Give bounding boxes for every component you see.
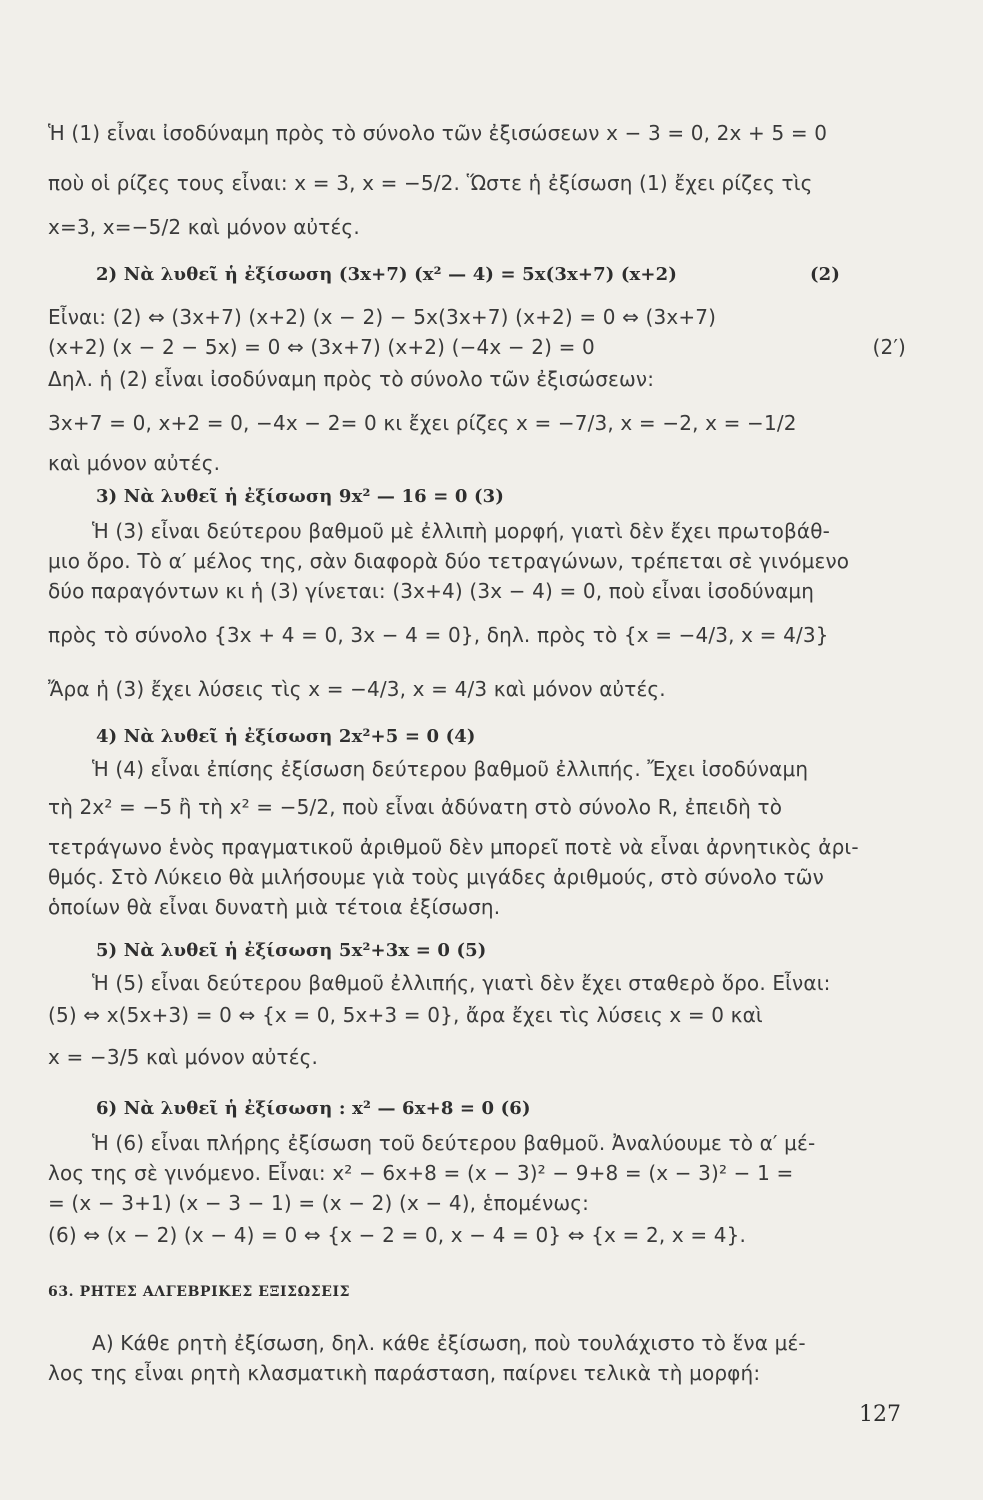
- text-line: [48, 366, 906, 392]
- text-line: [48, 1360, 906, 1386]
- text-line: [48, 1190, 906, 1216]
- line-text: Ἄρα ἡ (3) ἔχει λύσεις τὶς x = −4/3, x = 4/3 καὶ μόνον αὐτές.: [48, 677, 666, 701]
- problem-heading: [96, 724, 840, 750]
- line-text: καὶ μόνον αὐτές.: [48, 451, 221, 475]
- text-line: [48, 756, 906, 782]
- line-text: 6) Νὰ λυθεῖ ἡ ἐξίσωση : x² — 6x+8 = 0 (6): [96, 1098, 531, 1119]
- page-number: 127: [859, 1402, 901, 1427]
- line-text: Εἶναι: (2) ⇔ (3x+7) (x+2) (x − 2) − 5x(3x+7) (x+2) = 0 ⇔ (3x+7): [48, 305, 717, 329]
- line-text: δύο παραγόντων κι ἡ (3) γίνεται: (3x+4) (3x − 4) = 0, ποὺ εἶναι ἰσοδύναμη: [48, 579, 815, 603]
- text-line: [48, 334, 906, 360]
- text-line: [48, 864, 906, 890]
- text-line: [48, 1330, 906, 1356]
- line-text: 2) Νὰ λυθεῖ ἡ ἐξίσωση (3x+7) (x² — 4) = 5x(3x+7) (x+2): [96, 264, 677, 285]
- line-text: (5) ⇔ x(5x+3) = 0 ⇔ {x = 0, 5x+3 = 0}, ἄρα ἔχει τὶς λύσεις x = 0 καὶ: [48, 1003, 763, 1027]
- line-text: x = −3/5 καὶ μόνον αὐτές.: [48, 1045, 319, 1069]
- text-line: [48, 170, 906, 196]
- text-line: [48, 676, 906, 702]
- text-line: [48, 548, 906, 574]
- line-text: (x+2) (x − 2 − 5x) = 0 ⇔ (3x+7) (x+2) (−4x − 2) = 0: [48, 335, 595, 359]
- text-line: [48, 304, 906, 330]
- line-text: ὁποίων θὰ εἶναι δυνατὴ μιὰ τέτοια ἐξίσωση.: [48, 895, 501, 919]
- equation-label: (2): [809, 264, 840, 285]
- line-text: λος της σὲ γινόμενο. Εἶναι: x² − 6x+8 = (x − 3)² − 9+8 = (x − 3)² − 1 =: [48, 1161, 794, 1185]
- text-line: [48, 970, 906, 996]
- line-text: πρὸς τὸ σύνολο {3x + 4 = 0, 3x − 4 = 0}, δηλ. πρὸς τὸ {x = −4/3, x = 4/3}: [48, 623, 829, 647]
- line-text: Ἡ (5) εἶναι δεύτερου βαθμοῦ ἐλλιπής, γιατὶ δὲν ἔχει σταθερὸ ὅρο. Εἶναι:: [92, 971, 831, 995]
- line-text: = (x − 3+1) (x − 3 − 1) = (x − 2) (x − 4), ἑπομένως:: [48, 1191, 590, 1215]
- line-text: Ἡ (6) εἶναι πλήρης ἐξίσωση τοῦ δεύτερου βαθμοῦ. Ἀναλύουμε τὸ α′ μέ-: [92, 1131, 816, 1155]
- text-line: [48, 578, 906, 604]
- text-line: [48, 894, 906, 920]
- line-text: Α) Κάθε ρητὴ ἐξίσωση, δηλ. κάθε ἐξίσωση, ποὺ τουλάχιστο τὸ ἕνα μέ-: [92, 1331, 806, 1355]
- line-text: μιο ὅρο. Τὸ α′ μέλος της, σὰν διαφορὰ δύο τετραγώνων, τρέπεται σὲ γινόμενο: [48, 549, 850, 573]
- section-heading: 63. ΡΗΤΕΣ ΑΛΓΕΒΡΙΚΕΣ ΕΞΙΣΩΣΕΙΣ: [48, 1284, 351, 1300]
- line-text: x=3, x=−5/2 καὶ μόνον αὐτές.: [48, 215, 360, 239]
- text-line: [48, 410, 906, 436]
- line-text: θμός. Στὸ Λύκειο θὰ μιλήσουμε γιὰ τοὺς μιγάδες ἀριθμούς, στὸ σύνολο τῶν: [48, 865, 824, 889]
- line-text: Ἡ (4) εἶναι ἐπίσης ἐξίσωση δεύτερου βαθμοῦ ἐλλιπής. Ἔχει ἰσοδύναμη: [92, 757, 809, 781]
- problem-heading: [96, 1096, 840, 1122]
- line-text: 5) Νὰ λυθεῖ ἡ ἐξίσωση 5x²+3x = 0 (5): [96, 940, 487, 961]
- text-line: [48, 450, 906, 476]
- line-text: 3x+7 = 0, x+2 = 0, −4x − 2= 0 κι ἔχει ρίζες x = −7/3, x = −2, x = −1/2: [48, 411, 797, 435]
- line-text: τὴ 2x² = −5 ἢ τὴ x² = −5/2, ποὺ εἶναι ἀδύνατη στὸ σύνολο R, ἐπειδὴ τὸ: [48, 795, 783, 819]
- text-line: [48, 120, 906, 146]
- text-line: [48, 1130, 906, 1156]
- line-text: λος της εἶναι ρητὴ κλασματικὴ παράσταση, παίρνει τελικὰ τὴ μορφή:: [48, 1361, 761, 1385]
- problem-heading: [96, 262, 840, 288]
- line-text: (6) ⇔ (x − 2) (x − 4) = 0 ⇔ {x − 2 = 0, x − 4 = 0} ⇔ {x = 2, x = 4}.: [48, 1223, 746, 1247]
- line-text: 3) Νὰ λυθεῖ ἡ ἐξίσωση 9x² — 16 = 0 (3): [96, 486, 505, 507]
- text-line: [48, 1222, 906, 1248]
- problem-heading: [96, 938, 840, 964]
- line-text: τετράγωνο ἑνὸς πραγματικοῦ ἀριθμοῦ δὲν μπορεῖ ποτὲ νὰ εἶναι ἀρνητικὸς ἀρι-: [48, 835, 859, 859]
- text-line: [48, 1044, 906, 1070]
- line-text: Ἡ (3) εἶναι δεύτερου βαθμοῦ μὲ ἐλλιπὴ μορφή, γιατὶ δὲν ἔχει πρωτοβάθ-: [92, 519, 831, 543]
- text-line: [48, 1160, 906, 1186]
- text-line: [48, 834, 906, 860]
- text-line: [48, 214, 906, 240]
- text-line: [48, 794, 906, 820]
- problem-heading: [96, 484, 840, 510]
- text-line: [48, 518, 906, 544]
- line-text: ποὺ οἱ ρίζες τους εἶναι: x = 3, x = −5/2. Ὥστε ἡ ἐξίσωση (1) ἔχει ρίζες τὶς: [48, 171, 813, 195]
- equation-label: (2′): [872, 335, 906, 359]
- text-line: [48, 622, 906, 648]
- line-text: Ἡ (1) εἶναι ἰσοδύναμη πρὸς τὸ σύνολο τῶν ἐξισώσεων x − 3 = 0, 2x + 5 = 0: [48, 121, 828, 145]
- text-line: [48, 1002, 906, 1028]
- line-text: Δηλ. ἡ (2) εἶναι ἰσοδύναμη πρὸς τὸ σύνολο τῶν ἐξισώσεων:: [48, 367, 655, 391]
- line-text: 4) Νὰ λυθεῖ ἡ ἐξίσωση 2x²+5 = 0 (4): [96, 726, 476, 747]
